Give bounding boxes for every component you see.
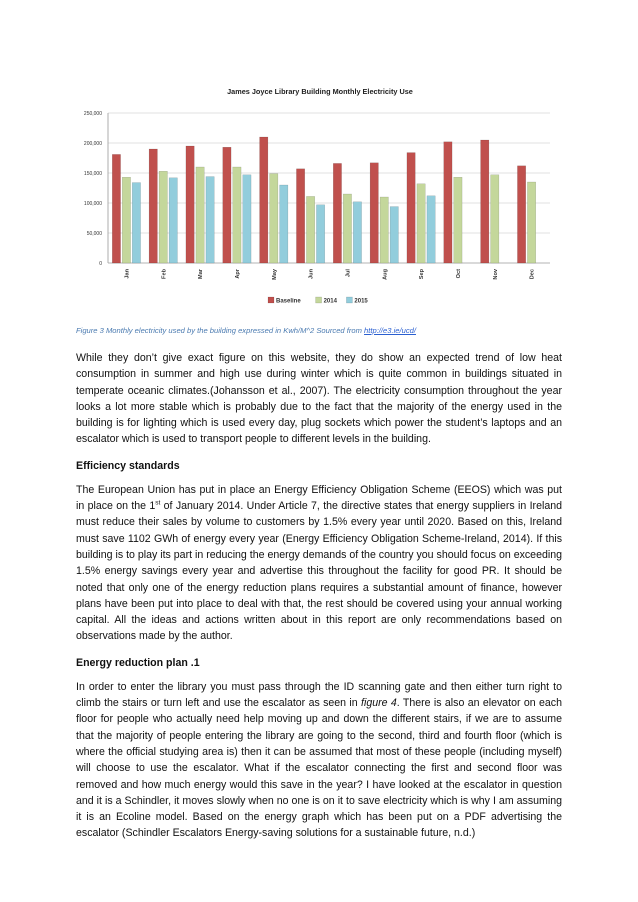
y-tick-label: 200,000: [83, 141, 102, 147]
x-tick-label: Sep: [419, 269, 426, 280]
y-tick-label: 50,000: [86, 231, 102, 237]
bar-2014-aug: [380, 197, 388, 263]
heading-efficiency-standards: Efficiency standards: [76, 459, 180, 472]
figure-reference: figure 4: [361, 697, 397, 710]
bar-2015-jul: [353, 202, 361, 263]
electricity-chart: [60, 80, 560, 320]
y-tick-label: 250,000: [83, 111, 102, 117]
x-tick-label: Nov: [492, 269, 499, 280]
figure-caption: [76, 326, 576, 335]
caption-text: Figure 3 Monthly electricity used by the building expressed in Kwh/M^2 Sourced from: [76, 326, 365, 335]
heading-energy-reduction-plan: Energy reduction plan .1: [76, 656, 200, 669]
bar-2014-dec: [527, 182, 535, 263]
ordinal-suffix: st: [155, 499, 161, 507]
chart-title: James Joyce Library Building Monthly Electricity Use: [227, 87, 413, 96]
bar-2014-nov: [491, 175, 499, 263]
document-body: [76, 350, 562, 852]
y-tick-label: 150,000: [83, 171, 102, 177]
paragraph-2-rest: of January 2014. Under Article 7, the directive states that energy suppliers in Ireland must reduce their sales by volume to customers by 1.5% every year until 2020. Based on this, Ireland must save 1102 GWh of energy every year (Energy Efficiency Obligation Scheme-Ireland, 2014). If this building is to play its part in reducing the energy demands of the country you should focus on exceeding 1.5% energy savings every year and advertise this throughout the facility for good PR. It should be noted that only one of the energy reduction plans requires a substantial amount of finance, however plans have been put into place to deal with that, the rest should be covered using your annual working capital. All the ideas and actions written about in this report are only recommendations based on observations made by the author.: [76, 500, 562, 643]
paragraph-2: [76, 482, 562, 645]
paragraph-3: [76, 679, 562, 842]
x-tick-label: Oct: [455, 269, 462, 279]
x-tick-label: Apr: [234, 269, 241, 279]
legend-label-2015: 2015: [354, 298, 368, 305]
bar-baseline-jul: [333, 163, 341, 263]
x-tick-label: Feb: [161, 269, 168, 279]
bar-2015-aug: [390, 207, 398, 263]
x-tick-label: Aug: [382, 269, 389, 280]
caption-link[interactable]: http://e3.ie/ucd/: [364, 326, 416, 335]
x-tick-label: Jul: [345, 269, 352, 278]
bar-2014-jun: [306, 196, 314, 263]
y-tick-label: 0: [99, 261, 102, 267]
bar-2014-jul: [343, 194, 351, 263]
bar-2015-jun: [316, 205, 324, 263]
bar-baseline-aug: [370, 163, 378, 263]
legend-label-baseline: Baseline: [276, 298, 301, 305]
bar-baseline-sep: [407, 153, 415, 263]
x-tick-label: May: [271, 269, 278, 280]
paragraph-1: While they don’t give exact figure on this website, they do show an expected trend of low heat consumption in summer and high use during winter which is quite common in buildings situated in temperate oceanic climates.(Johansson et al., 2007). The electricity consumption throughout the year looks a lot more stable which is probably due to the fact that the majority of the energy used in the building is for lighting which is used every day, plug sockets which power the student’s laptops and an escalator which is used to transport people to different levels in the building.: [76, 352, 562, 446]
bar-baseline-dec: [517, 166, 525, 263]
paragraph-3-start: In order to enter the library you must pass through the ID scanning gate and then either turn right to climb the stairs or turn left and use the escalator as seen in: [76, 680, 562, 710]
x-tick-label: Jun: [308, 269, 315, 279]
bar-2015-may: [280, 185, 288, 263]
bar-baseline-may: [260, 137, 268, 263]
bar-2014-jan: [122, 177, 130, 263]
bar-2014-mar: [196, 167, 204, 263]
x-tick-label: Dec: [529, 269, 536, 280]
legend-swatch-baseline: [268, 297, 274, 303]
bar-2015-mar: [206, 177, 214, 263]
bar-2014-oct: [454, 177, 462, 263]
y-tick-label: 100,000: [83, 201, 102, 207]
legend-label-2014: 2014: [323, 298, 337, 305]
legend-swatch-2015: [346, 297, 352, 303]
bar-2015-jan: [132, 183, 140, 263]
bar-baseline-nov: [481, 140, 489, 263]
bar-baseline-apr: [223, 147, 231, 263]
bar-baseline-jun: [296, 169, 304, 263]
bar-baseline-mar: [186, 146, 194, 263]
bar-2014-apr: [233, 167, 241, 263]
bar-2014-may: [270, 174, 278, 263]
x-tick-label: Mar: [198, 269, 205, 279]
bar-2015-apr: [243, 175, 251, 263]
bar-2015-sep: [427, 196, 435, 263]
paragraph-3-rest: . There is also an elevator on each floor for people who actually need help moving up and down the different stairs, if we are to assume that the majority of people entering the library are going to the second, third and fourth floor (which is where the official studying area is) then it can be assumed that most of these people (including myself) will choose to use the escalator. What if the escalator connecting the first and second floor was removed and how much energy would this save in the year? I have looked at the escalator in question and it is a Schindler, it moves slowly when no one is on it to save electricity which is why I am assuming it is an Ecoline model. Based on the energy graph which has been put on a PDF advertising the escalator (Schindler Escalators Energy-saving solutions for a sustainable future, n.d.): [76, 697, 562, 840]
paragraph-2-start: The European Union has put in place an Energy Efficiency Obligation Scheme (EEOS) which was put in place on the 1: [76, 483, 562, 513]
legend-swatch-2014: [316, 297, 322, 303]
bar-baseline-jan: [112, 154, 120, 263]
x-tick-label: Jan: [124, 269, 131, 279]
bar-2015-feb: [169, 178, 177, 263]
bar-2014-sep: [417, 184, 425, 263]
bar-baseline-oct: [444, 142, 452, 263]
bar-baseline-feb: [149, 149, 157, 263]
bar-2014-feb: [159, 171, 167, 263]
